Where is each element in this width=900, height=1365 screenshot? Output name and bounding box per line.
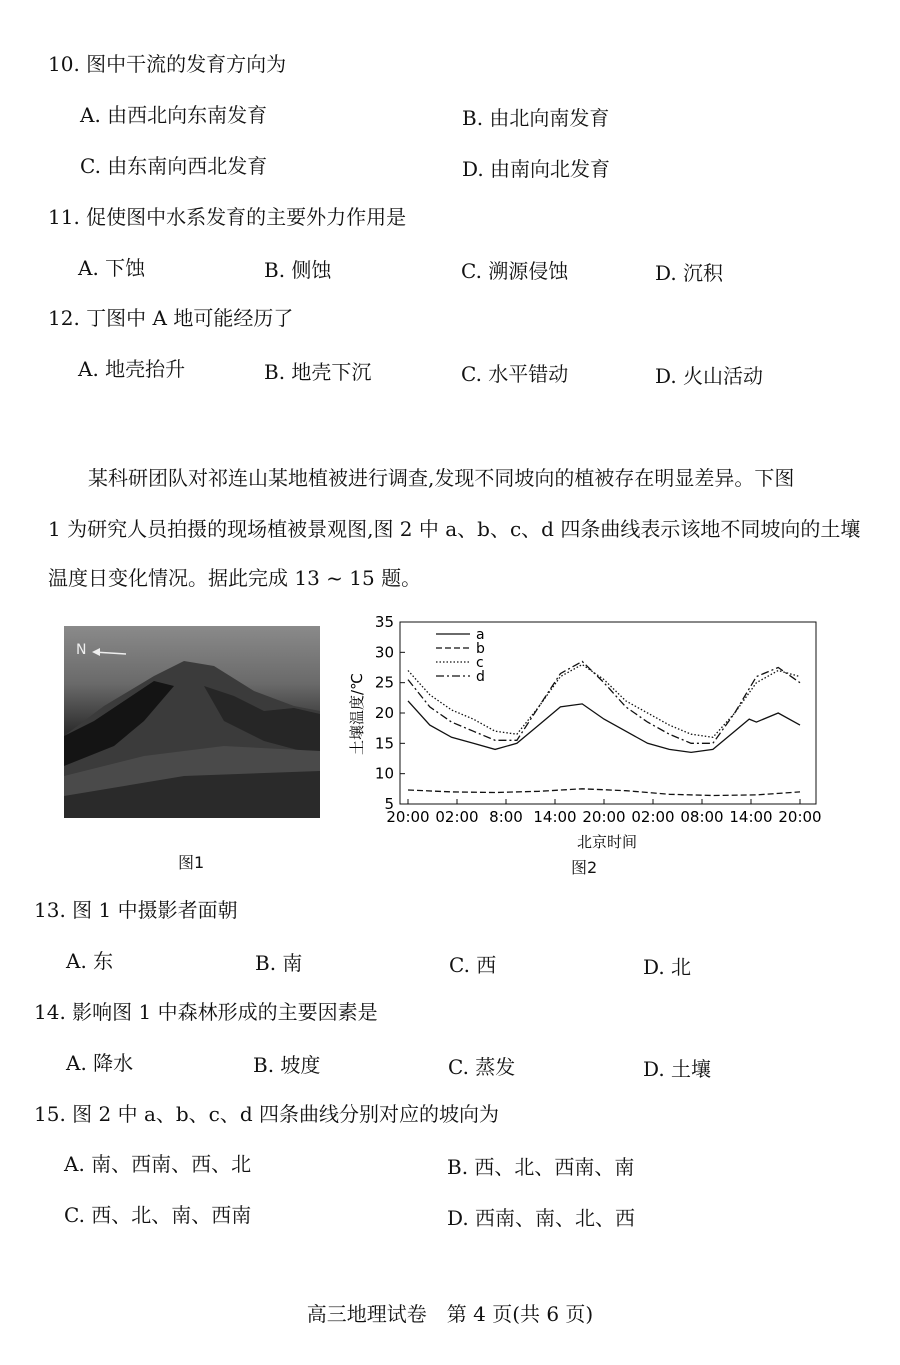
x-tick-label: 20:00 <box>778 808 822 826</box>
series-line-b <box>408 789 800 796</box>
q13-stem: 13. 图 1 中摄影者面朝 <box>34 898 238 922</box>
plot-frame <box>400 622 816 804</box>
q12-stem: 12. 丁图中 A 地可能经历了 <box>48 306 294 330</box>
q13-option-b: B. 南 <box>255 951 303 975</box>
intro-line-1: 某科研团队对祁连山某地植被进行调查,发现不同坡向的植被存在明显差异。下图 <box>88 466 795 490</box>
x-tick-label: 02:00 <box>631 808 675 826</box>
q11-option-d: D. 沉积 <box>655 261 724 285</box>
legend-label-c: c <box>476 655 484 671</box>
x-tick-label: 8:00 <box>489 808 523 826</box>
y-axis-label: 土壤温度/℃ <box>348 673 366 755</box>
x-tick-label: 20:00 <box>386 808 430 826</box>
q15-option-c: C. 西、北、南、西南 <box>64 1203 252 1227</box>
x-tick-label: 14:00 <box>729 808 773 826</box>
legend-label-a: a <box>476 627 485 643</box>
q14-option-a: A. 降水 <box>66 1051 134 1075</box>
q12-option-a: A. 地壳抬升 <box>78 357 186 381</box>
y-tick-label: 35 <box>374 613 394 631</box>
series-line-d <box>408 661 800 743</box>
q14-option-b: B. 坡度 <box>253 1053 321 1077</box>
soil-temperature-chart <box>348 613 822 874</box>
q14-option-d: D. 土壤 <box>643 1057 712 1081</box>
q10-option-d: D. 由南向北发育 <box>462 157 611 181</box>
x-tick-label: 14:00 <box>533 808 577 826</box>
q13-option-a: A. 东 <box>66 949 114 973</box>
q12-option-d: D. 火山活动 <box>655 364 764 388</box>
series-line-a <box>408 701 800 753</box>
q10-option-a: A. 由西北向东南发育 <box>80 103 268 127</box>
fig2-caption: 图2 <box>571 858 598 877</box>
q11-option-b: B. 侧蚀 <box>264 258 332 282</box>
q12-option-b: B. 地壳下沉 <box>264 360 372 384</box>
q13-option-d: D. 北 <box>643 955 692 979</box>
q10-option-c: C. 由东南向西北发育 <box>80 154 268 178</box>
page-footer: 高三地理试卷 第 4 页(共 6 页) <box>306 1302 594 1326</box>
x-tick-label: 08:00 <box>680 808 724 826</box>
q15-option-a: A. 南、西南、西、北 <box>64 1152 252 1176</box>
x-tick-label: 02:00 <box>435 808 479 826</box>
north-arrow-label: N <box>76 642 87 658</box>
q11-option-a: A. 下蚀 <box>78 256 146 280</box>
intro-line-2: 1 为研究人员拍摄的现场植被景观图,图 2 中 a、b、c、d 四条曲线表示该地不同坡向的土壤 <box>48 517 861 541</box>
q13-option-c: C. 西 <box>449 953 497 977</box>
q14-option-c: C. 蒸发 <box>448 1055 516 1079</box>
intro-line-3: 温度日变化情况。据此完成 13 ~ 15 题。 <box>48 566 422 590</box>
q15-option-d: D. 西南、南、北、西 <box>447 1206 636 1230</box>
q11-stem: 11. 促使图中水系发育的主要外力作用是 <box>48 205 407 229</box>
q10-option-b: B. 由北向南发育 <box>462 106 610 130</box>
y-tick-label: 20 <box>374 704 394 722</box>
vegetation-photo <box>64 626 320 818</box>
q12-option-c: C. 水平错动 <box>461 362 569 386</box>
x-axis-label: 北京时间 <box>576 833 638 851</box>
y-tick-label: 25 <box>374 673 394 692</box>
legend-label-d: d <box>476 669 485 685</box>
legend-label-b: b <box>476 641 485 657</box>
y-tick-label: 5 <box>384 795 394 813</box>
north-arrow-icon <box>90 644 130 660</box>
y-tick-label: 30 <box>374 643 394 662</box>
q14-stem: 14. 影响图 1 中森林形成的主要因素是 <box>34 1000 378 1024</box>
x-tick-label: 20:00 <box>582 808 626 826</box>
q11-option-c: C. 溯源侵蚀 <box>461 259 569 283</box>
q15-option-b: B. 西、北、西南、南 <box>447 1155 635 1179</box>
y-tick-label: 15 <box>374 734 394 753</box>
q15-stem: 15. 图 2 中 a、b、c、d 四条曲线分别对应的坡向为 <box>34 1102 500 1126</box>
fig1-caption: 图1 <box>178 853 205 872</box>
y-tick-label: 10 <box>374 764 394 783</box>
q10-stem: 10. 图中干流的发育方向为 <box>48 52 287 76</box>
